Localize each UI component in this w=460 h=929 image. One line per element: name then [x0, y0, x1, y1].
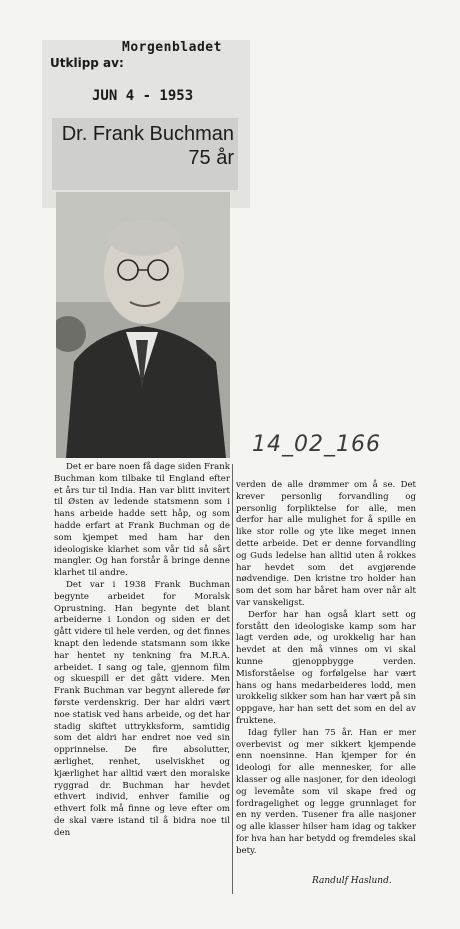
paragraph: Derfor har han også klart sett og forstått den ideologiske kamp som har lagt verden øde, og urokkelig har han hevdet at den må vinnes om vi skal kunne gjenoppbygge verden. Misforståelse og forfølgelse har vært hans og hans medarbeideres lodd, men urokkelig sikker som han har vært på sin oppgave, har han sett det som en del av fruktene.	[236, 609, 416, 726]
newspaper-name: Morgenbladet	[122, 40, 222, 55]
clipping-date: JUN 4 - 1953	[92, 88, 194, 104]
paragraph: verden de alle drømmer om å se. Det krever personlig forvandling og personlig forpliktelse for alle, men derfor har alle mulighet for å spille en like stor rolle og yte like meget innen dette arbeide. Det er denne forvandling og Guds ledelse han alltid uten å rokkes har hevdet som det avgjørende nødvendige. Den kristne tro holder han som det som har båret ham over når alt var vanskeligst.	[236, 480, 416, 608]
article-column-2	[236, 480, 416, 858]
portrait-illustration	[56, 192, 230, 458]
handwritten-archive-number: 14_02_166	[252, 432, 381, 457]
article-headline	[52, 122, 238, 170]
column-divider	[232, 464, 233, 894]
paragraph: Det var i 1938 Frank Buchman begynte arbeidet for Moralsk Oprustning. Han begynte det blant arbeiderne i London og siden er det gått videre til hele verden, og det finnes knapt den ledende statsmann som ikke har hentet ny tenkning fra M.R.A. arbeidet. I sang og tale, gjennom film og skuespill er det gått videre. Men Frank Buchman var begynt allerede før første verdenskrig. Der har aldri vært noe statisk ved hans arbeide, og det har stadig skiftet uttrykksform, samtidig som det aldri har endret noe ved sin opprinnelse. De fire absolutter, ærlighet, renhet, uselviskhet og kjærlighet har alltid vært den moralske ryggrad dr. Buchman har hevdet ethvert individ, enhver familie og ethvert folk må finne og leve efter om de skal være istand til å bidra noe til den	[54, 579, 230, 838]
paragraph: Det er bare noen få dage siden Frank Buchman kom tilbake til England efter et års tur til India. Han var blitt invitert til Østen av ledende statsmenn som i hans arbeide hadde sett håp, og som hadde erfart at Frank Buchman og de som kjempet med ham har den ideologiske klarhet som vår tid så sårt mangler. Og han forstår å bringe denne klarhet til andre.	[54, 462, 230, 579]
article-column-1	[54, 462, 230, 840]
headline-line-2: 75 år	[188, 147, 234, 169]
clipping-label: Utklipp av:	[50, 56, 124, 70]
headline-line-1: Dr. Frank Buchman	[61, 123, 234, 145]
author-signature: Randulf Haslund.	[312, 876, 392, 886]
paragraph: Idag fyller han 75 år. Han er mer overbevist og mer sikkert kjempende enn noensinne. Han kjemper for én ideologi for alle mennesker, for alle klasser og alle nasjoner, for den ideologi og levemåte som vil skape fred og fordragelighet og legge grunnlaget for en ny verden. Tusener fra alle nasjoner og alle klasser hilser ham idag og takker for hva han har betydd og fremdeles skal bety.	[236, 727, 416, 856]
portrait-photo	[56, 192, 230, 458]
